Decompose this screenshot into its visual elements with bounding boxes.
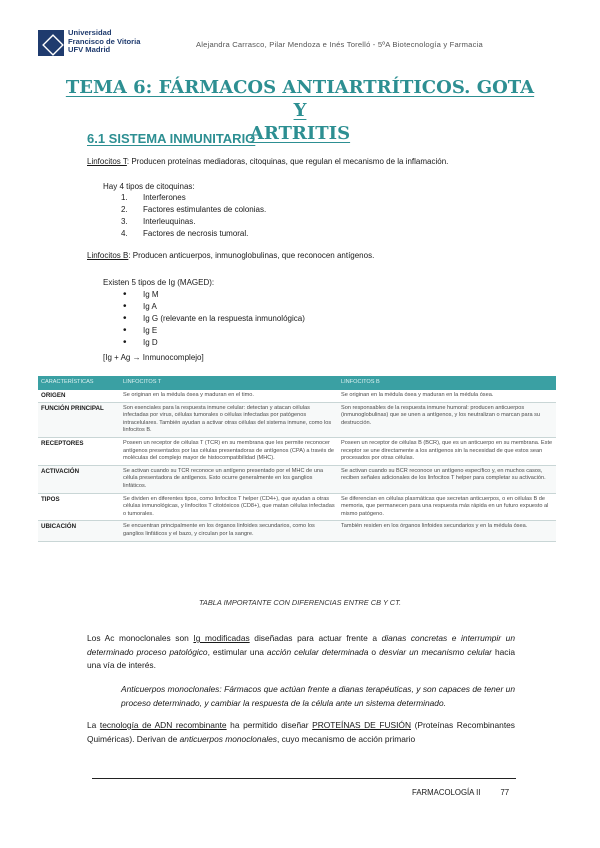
list-item: 1. Interferones (121, 193, 186, 202)
table-cell: Se activan cuando su TCR reconoce un antígeno presentado por el MHC de una célula presentadora de antígenos. Esto ocurre generalmente en los ganglios linfáticos. (120, 465, 338, 493)
ac-monoclonales-paragraph: Los Ac monoclonales son Ig modificadas diseñadas para actuar frente a dianas concretas e interrumpir un determinado proceso patológico, estimular una acción celular determinada o desviar un mecanismo celular hacia una vía de interés. (87, 633, 515, 670)
table-header: LINFOCITOS T (120, 376, 338, 390)
ig-modificadas-text: Ig modificadas (193, 633, 250, 643)
list-item: • Ig M (121, 289, 305, 301)
table-row (38, 390, 556, 402)
table-cell: Son esenciales para la respuesta inmune celular: detectan y atacan células infectadas por virus, células tumorales o células infectadas por patógenos intracelulares. También ayudan a activar otras células del sistema inmune, como los linfocitos B. (120, 402, 338, 437)
list-item: 3. Interleuquinas. (121, 217, 196, 226)
footer-divider (92, 778, 516, 779)
ig-list (121, 289, 305, 349)
linfocitos-b-paragraph (87, 250, 374, 262)
citoquinas-intro: Hay 4 tipos de citoquinas: (103, 182, 195, 191)
logo-line: Universidad (68, 28, 112, 37)
footer (412, 788, 509, 797)
table-row-header: TIPOS (38, 493, 120, 521)
table-row (38, 402, 556, 437)
table-cell: Se activan cuando su BCR reconoce un antígeno específico y, en muchos casos, reciben señales adicionales de los linfocitos T helper para completar su activación. (338, 465, 556, 493)
table-row-header: ACTIVACIÓN (38, 465, 120, 493)
citoquinas-list (121, 192, 266, 240)
linfocitos-t-label: Linfocitos T (87, 157, 127, 166)
table-cell: Poseen un receptor de células T (TCR) en su membrana que les permite reconocer antígenos presentados por las células presentadoras de antígenos (CPA) a través de moléculas del complejo mayor de histocompatibilidad (MHC). (120, 437, 338, 465)
linfocitos-b-text: : Producen anticuerpos, inmunoglobulinas, que reconocen antígenos. (128, 251, 375, 260)
title-line: TEMA 6: FÁRMACOS ANTIARTRÍTICOS. GOTA Y (65, 77, 535, 121)
table-cell: Poseen un receptor de células B (BCR), que es un anticuerpo en su membrana. Este receptor se une directamente a los antígenos sin la necesidad de que estos sean procesados por otras células. (338, 437, 556, 465)
list-item: • Ig D (121, 337, 305, 349)
logo-line: UFV Madrid (68, 45, 111, 55)
list-item: • Ig A (121, 301, 305, 313)
monoclonal-definition: Anticuerpos monoclonales: Fármacos que actúan frente a dianas terapéuticas, y son capaces de tener un proceso determinado, y cambiar la respuesta de la célula ante un sistema determinado. (121, 684, 515, 708)
table-row-header: RECEPTORES (38, 437, 120, 465)
ig-intro: Existen 5 tipos de Ig (MAGED): (103, 278, 215, 287)
list-item: • Ig E (121, 325, 305, 337)
adn-recombinante-paragraph: La tecnología de ADN recombinante ha permitido diseñar PROTEÍNAS DE FUSIÓN (Proteínas Recombinantes Quiméricas). Derivan de anticuerpos monoclonales, cuyo mecanismo de acción primario (87, 720, 515, 744)
table-row (38, 521, 556, 541)
table-cell: Se originan en la médula ósea y maduran en la médula ósea. (338, 390, 556, 402)
linfocitos-b-label: Linfocitos B (87, 251, 129, 260)
table-header: CARACTERÍSTICAS (38, 376, 120, 390)
section-title: 6.1 SISTEMA INMUNITARIO (87, 131, 256, 146)
list-item: 4. Factores de necrosis tumoral. (121, 229, 249, 238)
table-caption: TABLA IMPORTANTE CON DIFERENCIAS ENTRE CB Y CT. (198, 598, 402, 607)
comparison-table (38, 376, 556, 542)
proteinas-fusion-text: PROTEÍNAS DE FUSIÓN (312, 720, 411, 730)
page-number: 77 (500, 788, 510, 797)
footer-subject: FARMACOLOGÍA II (412, 788, 481, 797)
table-row-header: UBICACIÓN (38, 521, 120, 541)
table-row-header: ORIGEN (38, 390, 120, 402)
header-authors: Alejandra Carrasco, Pilar Mendoza e Inés Torelló - 5ºA Biotecnología y Farmacia (196, 40, 483, 49)
logo-text (68, 29, 140, 55)
table-cell: Se encuentran principalmente en los órganos linfoides secundarios, como los ganglios linfáticos y el bazo, y circulan por la sangre. (120, 521, 338, 541)
logo-line: Francisco de Vitoria (68, 36, 141, 46)
table-row (38, 437, 556, 465)
table-row (38, 465, 556, 493)
university-logo (38, 30, 188, 62)
table-header: LINFOCITOS B (338, 376, 556, 390)
linfocitos-t-text: : Producen proteínas mediadoras, citoquinas, que regulan el mecanismo de la inflamación. (126, 157, 449, 166)
table-row (38, 493, 556, 521)
table-row-header: FUNCIÓN PRINCIPAL (38, 402, 120, 437)
table-cell: También residen en los órganos linfoides secundarios y en la médula ósea. (338, 521, 556, 541)
ig-formula: [Ig + Ag → Inmunocomplejo] (103, 353, 204, 362)
linfocitos-t-paragraph (87, 156, 448, 168)
adn-recombinante-text: tecnología de ADN recombinante (99, 720, 227, 730)
table-cell: Se diferencian en células plasmáticas que secretan anticuerpos, o en células B de memoria, que permanecen para una respuesta más rápida en un futuro expuesto al mismo patógeno. (338, 493, 556, 521)
table-header-row (38, 376, 556, 390)
table-cell: Son responsables de la respuesta inmune humoral: producen anticuerpos (inmunoglobulinas) que se unen a antígenos, y los neutralizan o marcan para su destrucción. (338, 402, 556, 437)
title-line: ARTRITIS (249, 123, 351, 144)
list-item: 2. Factores estimulantes de colonias. (121, 205, 267, 214)
logo-icon (38, 30, 64, 56)
table-cell: Se originan en la médula ósea y maduran en el timo. (120, 390, 338, 402)
table-cell: Se dividen en diferentes tipos, como linfocitos T helper (CD4+), que ayudan a otras células inmunológicas, y linfocitos T citotóxicos (CD8+), que matan células infectadas o tumorales. (120, 493, 338, 521)
list-item: • Ig G (relevante en la respuesta inmunológica) (121, 313, 305, 325)
